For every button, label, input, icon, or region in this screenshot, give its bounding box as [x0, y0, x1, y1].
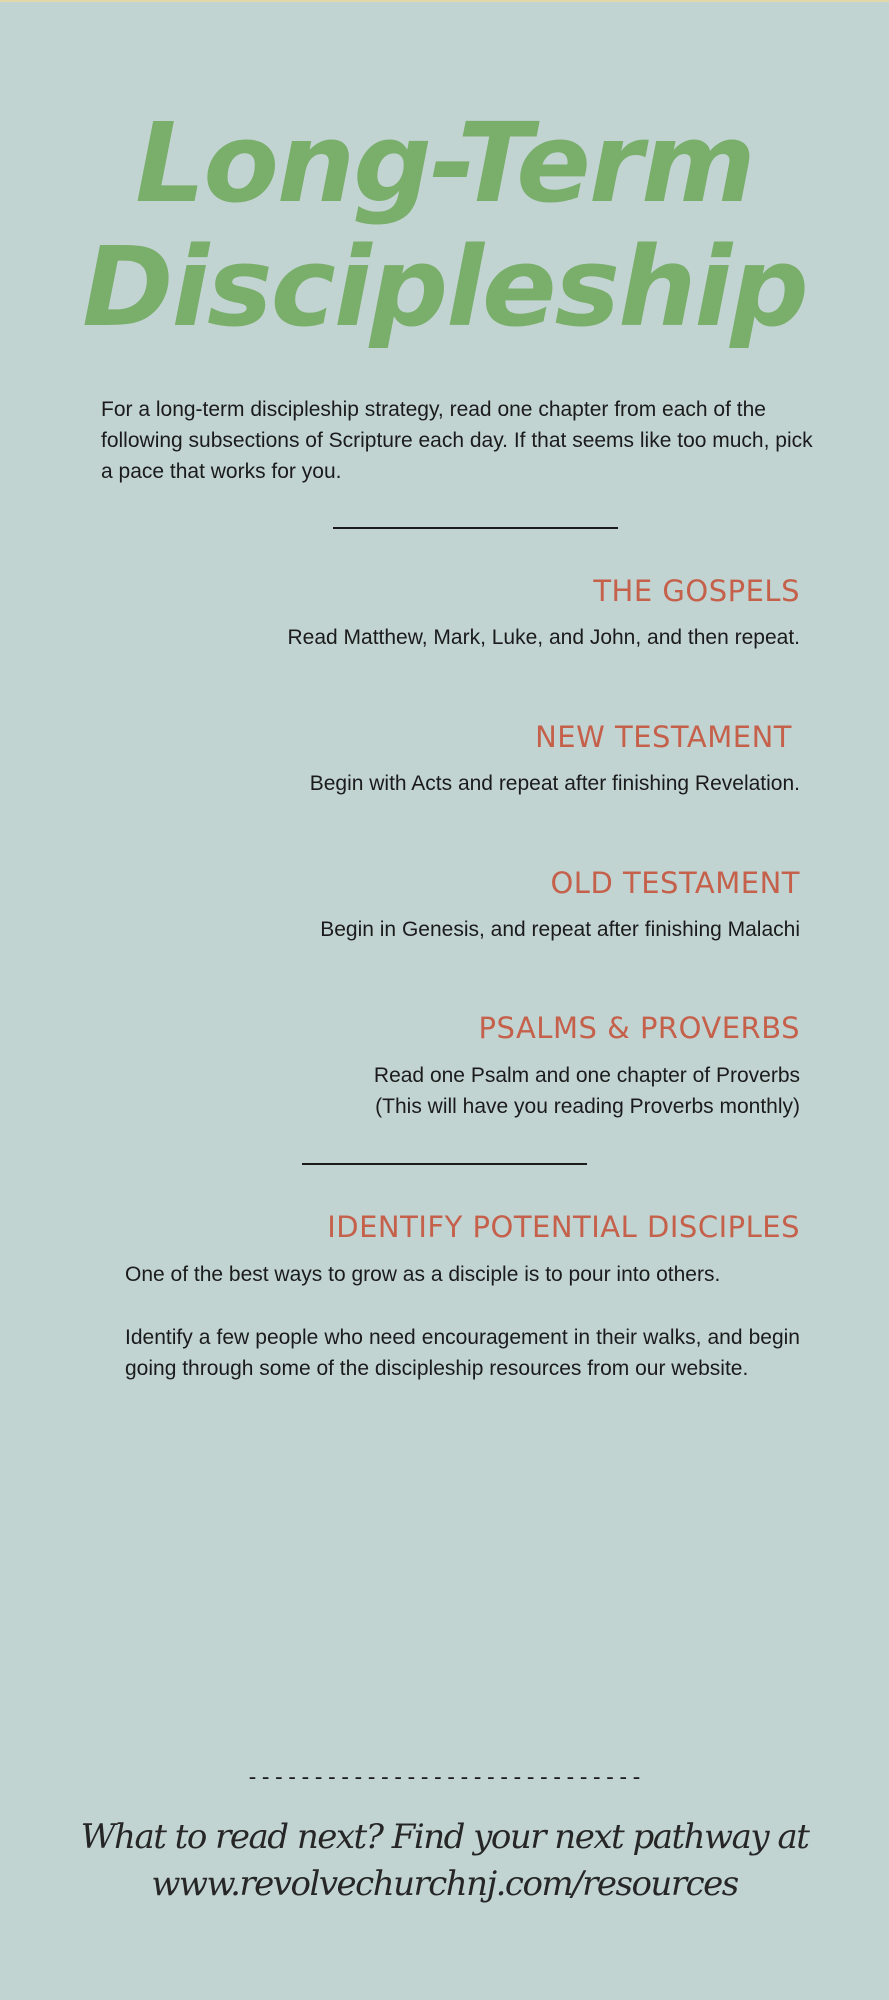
section-body-line: (This will have you reading Proverbs monthly) — [375, 1095, 800, 1118]
section-heading-psalms-proverbs: PSALMS & PROVERBS — [478, 1011, 800, 1045]
divider-rule — [302, 1163, 587, 1165]
footer-prompt: What to read next? Find your next pathway at — [80, 1817, 809, 1857]
section-body-gospels: Read Matthew, Mark, Luke, and John, and then repeat. — [287, 626, 800, 649]
page-title-line-1: Long-Term — [135, 99, 754, 227]
identify-paragraph: Identify a few people who need encouragement in their walks, and begin going through some of the discipleship resources from our website. — [125, 1326, 800, 1380]
identify-paragraph: One of the best ways to grow as a disciple is to pour into others. — [125, 1263, 721, 1286]
page-title-line-2: Discipleship — [82, 223, 807, 351]
footer-url: www.revolvechurchnj.com/resources — [151, 1864, 738, 1904]
dashed-divider: ------------------------------ — [245, 1765, 644, 1790]
section-heading-identify-disciples: IDENTIFY POTENTIAL DISCIPLES — [327, 1210, 800, 1244]
section-body-old-testament: Begin in Genesis, and repeat after finishing Malachi — [320, 918, 800, 941]
intro-paragraph: For a long-term discipleship strategy, read one chapter from each of the following subsections of Scripture each day. If that seems like too much, pick a pace that works for you. — [101, 398, 813, 483]
section-heading-gospels: THE GOSPELS — [593, 574, 800, 608]
divider-rule — [333, 527, 618, 529]
section-body-new-testament: Begin with Acts and repeat after finishing Revelation. — [309, 772, 800, 795]
section-heading-old-testament: OLD TESTAMENT — [550, 866, 800, 900]
top-edge-strip — [0, 0, 889, 2]
section-body-psalms-proverbs — [374, 1060, 800, 1122]
section-heading-new-testament: NEW TESTAMENT — [535, 720, 792, 754]
section-body-line: Read one Psalm and one chapter of Proverbs — [373, 1064, 800, 1087]
